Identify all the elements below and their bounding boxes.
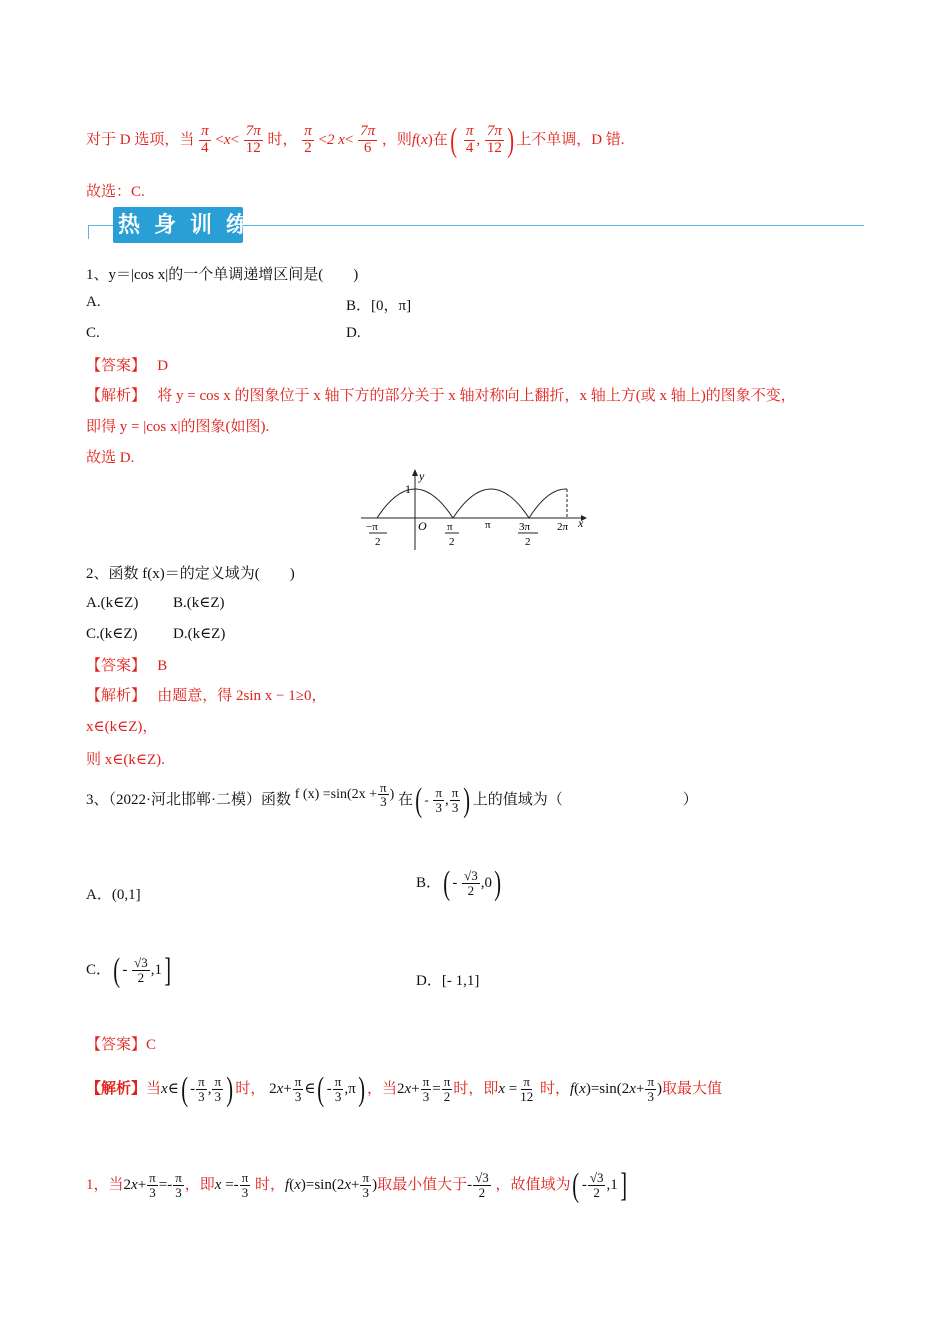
pi2-label: π [447, 521, 453, 533]
y-label: y [419, 469, 425, 483]
q2-analysis-3: 则 x∈(k∈Z). [86, 752, 165, 768]
fraction-pi-over-4: $\frac{\pi}{4}$ [201, 123, 209, 157]
q3-stem: 3、（2022·河北邯郸·二模）函数 f (x) =sin(2x + $\frac{\pi}{3}$ ) 在( - $\frac{\pi}{3}$ , $\frac{\pi}{3}$ ) 上的值域为（ ） [86, 779, 698, 819]
fraction-7pi-over-12: $\frac{7\pi}{12}$ [245, 123, 261, 157]
fraction-pi-over-4b: $\frac{\pi}{4}$ [465, 123, 474, 157]
cos-abs-graph [355, 466, 595, 552]
y-axis-arrow [412, 469, 418, 476]
q3-option-b: B．( - $\frac{√3}{2}$ ,0) [416, 864, 502, 902]
q2-option-a: A.(k∈Z) [86, 595, 139, 611]
q1-answer: 【答案】 D [86, 358, 169, 374]
q2-option-d: D.(k∈Z) [173, 626, 226, 642]
q3-answer: 【答案】C [86, 1037, 157, 1053]
q2-answer: 【答案】 B [86, 658, 168, 674]
q1-option-a: A. [86, 294, 101, 310]
three-pi-den: 2 [525, 536, 531, 548]
q2-analysis-2: x∈(k∈Z)， [86, 719, 158, 735]
q1-analysis-2: 即得 y = |cos x|的图象(如图). [86, 419, 270, 435]
top-line-text: 对于 D 选项，当 [86, 132, 195, 148]
fraction-7pi-over-12b: $\frac{7\pi}{12}$ [486, 123, 502, 157]
fraction-7pi-over-6: $\frac{7\pi}{6}$ [360, 123, 376, 157]
q1-choice: 故选 D. [86, 450, 135, 466]
x-label: x [578, 516, 584, 530]
section-title: 热身训练 [118, 213, 263, 238]
neg-pi-den: 2 [375, 536, 381, 548]
q3-analysis-1: 【解析】当x∈( - $\frac{\pi}{3}$ , $\frac{\pi}{3}$ ) 时， 2x+ $\frac{\pi}{3}$ ∈( - $\frac{\pi}{3}$ ,π) ，当2x+ $\frac{\pi}{3}$ = $\frac{\pi}{2}$ 时，即x = $\frac{\pi}{12}$ 时，f(x)=sin(2x+ $\frac{\pi}{3}$ )取最大值 [86, 1070, 723, 1108]
fraction-pi-over-2: $\frac{\pi}{2}$ [304, 123, 312, 157]
q1-analysis-1: 【解析】 将 y = cos x 的图象位于 x 轴下方的部分关于 x 轴对称向上翻折，x 轴上方(或 x 轴上)的图象不变， [86, 388, 796, 404]
q2-option-c: C.(k∈Z) [86, 626, 138, 642]
q2-analysis-1: 【解析】 由题意，得 2sin x − 1≥0， [86, 688, 327, 704]
q3-analysis-2: 1，当2x+ $\frac{\pi}{3}$ =- $\frac{\pi}{3}$ ，即x =- $\frac{\pi}{3}$ 时，f(x)=sin(2x+ $\frac{\pi}{3}$ )取最小值大于- $\frac{√3}{2}$ ，故值域为( - $\frac{√3}{2}$ ,1] [86, 1166, 627, 1204]
q3-option-a: A．(0,1] [86, 887, 141, 903]
q2-option-b: B.(k∈Z) [173, 595, 225, 611]
q1-stem: 1、y＝|cos x|的一个单调递增区间是( ) [86, 267, 359, 283]
one-label: 1 [405, 482, 411, 496]
q3-option-c: C．( - $\frac{√3}{2}$ ,1] [86, 951, 172, 989]
neg-pi-label: −π [366, 521, 378, 533]
q1-option-c: C. [86, 325, 100, 341]
three-pi-label: 3π [519, 521, 531, 533]
pi2-den: 2 [449, 536, 455, 548]
q2-stem: 2、函数 f(x)＝的定义域为( ) [86, 566, 295, 582]
origin-label: O [418, 519, 427, 533]
q1-option-d: D. [346, 325, 361, 341]
section-rule-left [88, 225, 89, 239]
q3-option-d: D．[- 1,1] [416, 973, 480, 989]
top-line-1: 对于 D 选项，当 $\frac{\pi}{4}$ <x< $\frac{7\pi}{12}$ 时， $\frac{\pi}{2}$ <2 x< $\frac{7\pi}{6}$ ，则f(x)在( $\frac{\pi}{4}$ , $\frac{7\pi}{12}$ ) 上不单调，D 错. [86, 121, 625, 159]
top-choice: 故选：C. [86, 184, 145, 200]
two-pi-label: 2π [557, 521, 569, 533]
pi-mark: π [485, 519, 491, 531]
q1-option-b: B．[0，π] [346, 298, 412, 314]
